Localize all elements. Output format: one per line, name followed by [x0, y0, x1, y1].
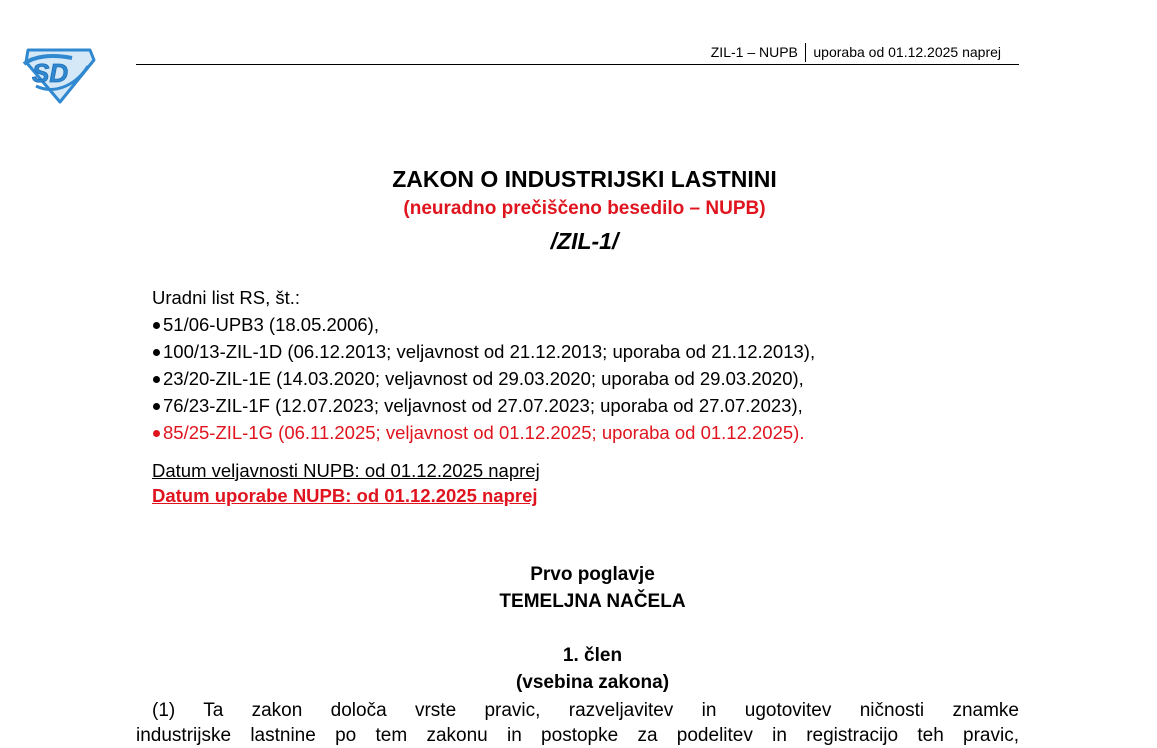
chapter-number: Prvo poglavje [530, 564, 655, 585]
gazette-item: 76/23-ZIL-1F (12.07.2023; veljavnost od 27.07.2023; uporaba od 27.07.2023), [152, 392, 815, 419]
gazette-label: Uradni list RS, št.: [152, 287, 301, 308]
header-application-date: uporaba od 01.12.2025 naprej [813, 44, 1001, 60]
article-number: 1. člen [562, 645, 623, 666]
bullet-icon [153, 349, 160, 356]
gazette-item-latest: 85/25-ZIL-1G (06.11.2025; veljavnost od 01.12.2025; uporaba od 01.12.2025). [152, 419, 815, 446]
validity-date: Datum veljavnosti NUPB: od 01.12.2025 naprej [152, 460, 540, 481]
chapter-name: TEMELJNA NAČELA [499, 591, 686, 612]
law-subtitle: (neuradno prečiščeno besedilo – NUPB) [403, 198, 766, 219]
official-gazette-list [152, 284, 815, 446]
gazette-item: 100/13-ZIL-1D (06.12.2013; veljavnost od 21.12.2013; uporaba od 21.12.2013), [152, 338, 815, 365]
svg-text:SD: SD [32, 58, 69, 88]
nupb-dates [152, 458, 540, 508]
header-law-code: ZIL-1 – NUPB [710, 44, 798, 60]
gazette-item: 23/20-ZIL-1E (14.03.2020; veljavnost od 29.03.2020; uporaba od 29.03.2020), [152, 365, 815, 392]
bullet-icon [153, 403, 160, 410]
bullet-icon [153, 376, 160, 383]
gazette-item: 51/06-UPB3 (18.05.2006), [152, 311, 815, 338]
paragraph-line: industrijske lastnine po tem zakonu in postopke za podelitev in registracijo teh pravic, [136, 725, 1019, 746]
article-title: (vsebina zakona) [515, 672, 670, 693]
law-abbreviation: /ZIL-1/ [550, 228, 619, 254]
running-header [136, 44, 1019, 65]
sd-shield-logo-icon [22, 46, 96, 104]
bullet-icon [153, 430, 160, 437]
article-paragraph [136, 698, 1019, 748]
bullet-icon [153, 322, 160, 329]
application-date: Datum uporabe NUPB: od 01.12.2025 naprej [152, 485, 538, 506]
paragraph-line: (1) Ta zakon določa vrste pravic, razveljavitev in ugotovitev ničnosti znamke [152, 700, 1019, 721]
law-title: ZAKON O INDUSTRIJSKI LASTNINI [392, 166, 777, 192]
